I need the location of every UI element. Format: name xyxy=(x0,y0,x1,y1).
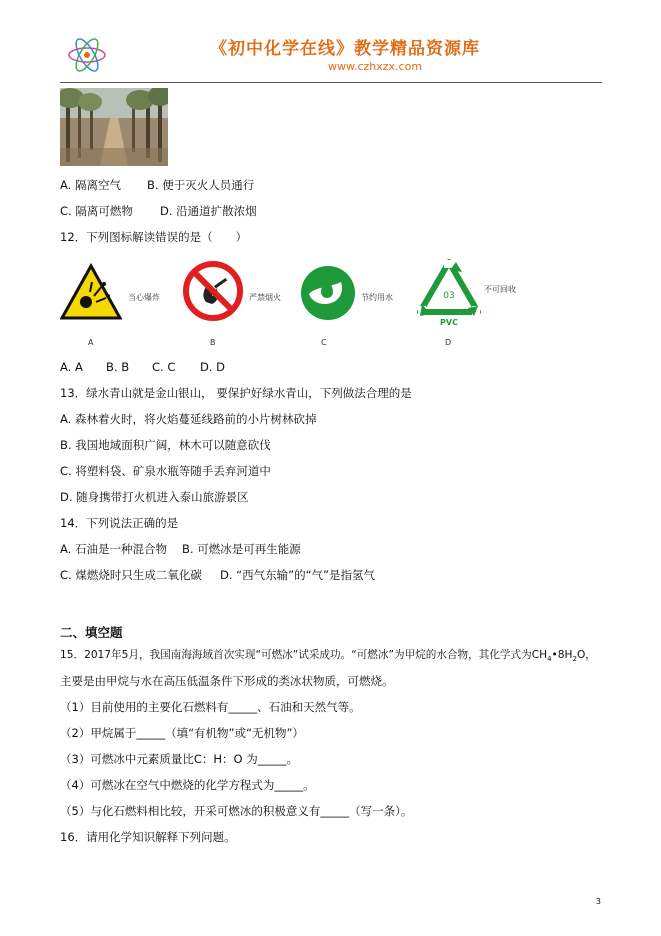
section-title: 二、填空题 xyxy=(60,625,123,640)
q12-option-d: D. D xyxy=(200,360,226,374)
icon-b-label: 严禁烟火 xyxy=(249,293,281,302)
q15-line2: 主要是由甲烷与水在高压低温条件下形成的类冰状物质，可燃烧。 xyxy=(60,674,394,688)
q15-part3: （3）可燃冰中元素质量比C：H：O 为_____。 xyxy=(60,752,298,766)
icon-b-letter: B xyxy=(210,338,216,347)
water-saving-icon xyxy=(299,264,357,322)
recycle-pvc-icon xyxy=(416,258,482,328)
icon-c-label: 节约用水 xyxy=(361,293,393,302)
page-number: 3 xyxy=(595,897,601,906)
q14-option-c: C. 煤燃烧时只生成二氧化碳 xyxy=(60,568,202,582)
recycle-code: 03 xyxy=(443,291,455,301)
icon-d-label: 不可回收 xyxy=(484,285,516,294)
no-fire-icon xyxy=(182,260,244,322)
q12-icon-row xyxy=(60,258,600,348)
header-url: www.czhxzx.com xyxy=(328,60,423,73)
q11-option-d: D. 沿通道扩散浓烟 xyxy=(160,204,257,218)
q15-part1: （1）目前使用的主要化石燃料有_____、石油和天然气等。 xyxy=(60,700,361,714)
q12-option-b: B. B xyxy=(106,360,130,374)
q14-option-b: B. 可燃冰是可再生能源 xyxy=(182,542,301,556)
q15-part4: （4）可燃冰在空气中燃烧的化学方程式为_____。 xyxy=(60,778,315,792)
q12-option-c: C. C xyxy=(152,360,176,374)
q13-option-a: A. 森林着火时，将火焰蔓延线路前的小片树林砍掉 xyxy=(60,412,317,426)
q15-line1: 15．2017年5月，我国南海海域首次实现“可燃冰”试采成功。“可燃冰”为甲烷的水合物，其化学式为$CH_4•8H_2O$， xyxy=(60,649,596,664)
forest-road-photo xyxy=(60,88,168,166)
atom-logo-icon xyxy=(66,34,108,76)
q14-option-a: A. 石油是一种混合物 xyxy=(60,542,167,556)
header-title: 《初中化学在线》教学精品资源库 xyxy=(210,39,480,59)
icon-d-letter: D xyxy=(445,338,452,347)
q11-option-c: C. 隔离可燃物 xyxy=(60,204,133,218)
page-header xyxy=(60,28,602,83)
explosion-warning-icon xyxy=(60,262,122,322)
q11-option-a: A. 隔离空气 xyxy=(60,178,121,192)
q11-option-b: B. 便于灭火人员通行 xyxy=(147,178,255,192)
q15-part2: （2）甲烷属于_____（填“有机物”或“无机物”） xyxy=(60,726,304,740)
q13-option-b: B. 我国地域面积广阔，林木可以随意砍伐 xyxy=(60,438,271,452)
q14-stem: 14．下列说法正确的是 xyxy=(60,516,179,530)
q13-option-c: C. 将塑料袋、矿泉水瓶等随手丢弃河道中 xyxy=(60,464,271,478)
q14-option-d: D. “西气东输”的“气”是指氢气 xyxy=(220,568,375,582)
icon-a-label: 当心爆炸 xyxy=(128,293,160,302)
q13-option-d: D. 随身携带打火机进入泰山旅游景区 xyxy=(60,490,249,504)
q13-stem: 13．绿水青山就是金山银山， 要保护好绿水青山，下列做法合理的是 xyxy=(60,386,412,400)
q12-stem: 12．下列图标解读错误的是（ ） xyxy=(60,230,248,244)
q16-stem: 16．请用化学知识解释下列问题。 xyxy=(60,830,236,844)
recycle-material: PVC xyxy=(440,318,458,327)
icon-a-letter: A xyxy=(88,338,94,347)
q12-option-a: A. A xyxy=(60,360,83,374)
q15-part5: （5）与化石燃料相比较，开采可燃冰的积极意义有_____（写一条）。 xyxy=(60,804,413,818)
icon-c-letter: C xyxy=(321,338,327,347)
